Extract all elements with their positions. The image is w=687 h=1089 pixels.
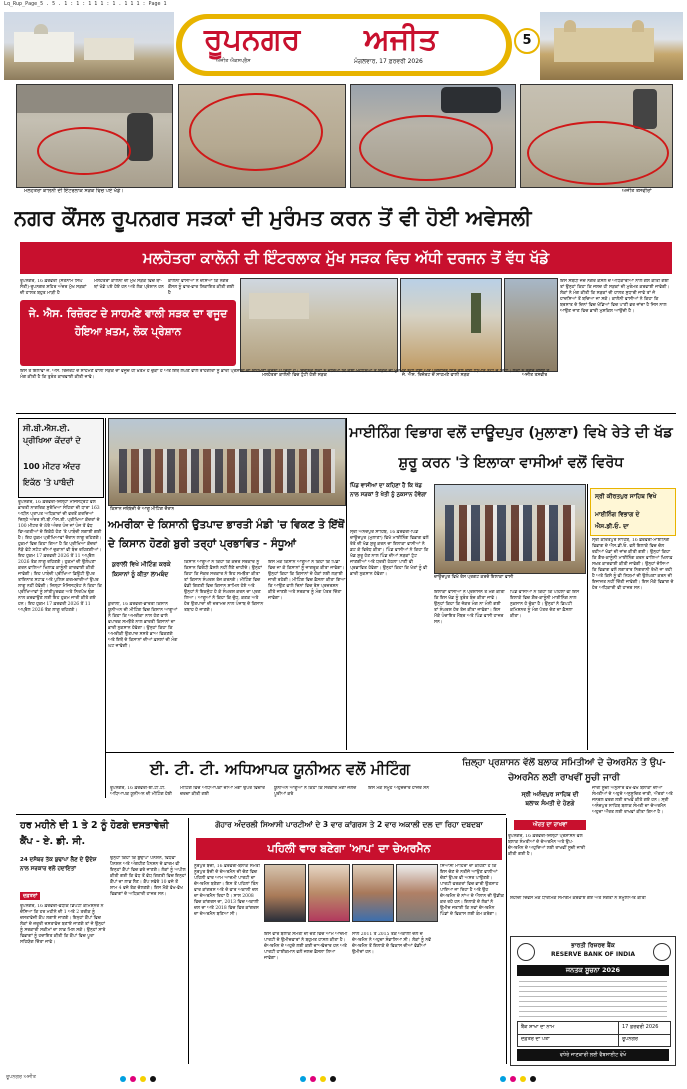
section-divider xyxy=(106,752,674,753)
registration-mark xyxy=(510,1076,516,1082)
rbi-row2-left: ਦਫ਼ਤਰ ਦਾ ਪਤਾ xyxy=(521,1036,550,1042)
mining-protest-photo xyxy=(434,484,586,574)
farmers-photo-caption: ਕਿਸਾਨ ਜਥੇਬੰਦੀ ਦੇ ਆਗੂ ਮੀਟਿੰਗ ਦੌਰਾਨ xyxy=(110,507,175,512)
lead-pull-quote: ਜੇ. ਐਸ. ਰਿਜ਼ੋਰਟ ਦੇ ਸਾਹਮਣੇ ਵਾਲੀ ਸੜਕ ਦਾ ਵਜੂਦ ਹੋਇਆ ਖ਼ਤਮ, ਲੋਕ ਪ੍ਰੇਸ਼ਾਨ xyxy=(28,308,228,338)
ett-body-4: ਇਸ ਮੌਕੇ ਸਮੂਹ ਅਹੁਦੇਦਾਰ ਹਾਜ਼ਰ ਸਨ xyxy=(368,786,430,791)
dc-camp-bullet: 24 ਦਸੰਬਰ ਤੱਕ ਬੁਢਾਪਾ ਲੈਣ ਦੇ ਉਦੇਸ਼ ਨਾਲ ਸਰਕਾਰ ਵਲੋਂ ਹਦਾਇਤਾਂ xyxy=(20,857,97,872)
us-trade-headline: ਅਮਰੀਕਾ ਦੇ ਕਿਸਾਨੀ ਉਤਪਾਦ ਭਾਰਤੀ ਮੰਡੀ 'ਚ ਵਿਕਣ ਤੇ ਇੱਥੋਂ ਦੇ ਕਿਸਾਨ ਹੋਣਗੇ ਬੁਰੀ ਤਰ੍ਹਾਂ ਪ੍ਰਭਾਵਿਤ - ਸੰਧੂਆਂ xyxy=(108,519,345,550)
registration-mark xyxy=(330,1076,336,1082)
sdo-body: ਸ੍ਰੀ ਕੀਰਤਪੁਰ ਸਾਹਿਬ, 16 ਫ਼ਰਵਰੀ-ਮਾਈਨਿੰਗ ਵਿਭਾਗ ਦੇ ਐਸ.ਡੀ.ਓ. ਵਲੋਂ ਇਲਾਕੇ ਵਿਚ ਚੱਲ ਰਹੀਆਂ ਖੱਡਾਂ ਦੀ ਜਾਂਚ ਕੀਤੀ ਗਈ। ਉਨ੍ਹਾਂ ਕਿਹਾ ਕਿ ਗ਼ੈਰ-ਕਾਨੂੰਨੀ ਮਾਈਨਿੰਗ ਕਰਨ ਵਾਲਿਆਂ ਖਿਲਾਫ਼ ਸਖ਼ਤ ਕਾਰਵਾਈ ਕੀਤੀ ਜਾਵੇਗੀ। ਉਨ੍ਹਾਂ ਦੱਸਿਆ ਕਿ ਵਿਭਾਗ ਵਲੋਂ ਲਗਾਤਾਰ ਨਿਗਰਾਨੀ ਰੱਖੀ ਜਾ ਰਹੀ ਹੈ ਅਤੇ ਕਿਸੇ ਨੂੰ ਵੀ ਨਿਯਮਾਂ ਦੀ ਉਲੰਘਣਾ ਕਰਨ ਦੀ ਇਜਾਜ਼ਤ ਨਹੀਂ ਦਿੱਤੀ ਜਾਵੇਗੀ। ਇਸ ਮੌਕੇ ਵਿਭਾਗ ਦੇ ਹੋਰ ਅਧਿਕਾਰੀ ਵੀ ਹਾਜ਼ਰ ਸਨ। xyxy=(592,538,674,591)
cbse-body: ਰੂਪਨਗਰ, 16 ਫ਼ਰਵਰੀ-ਜ਼ਿਲ੍ਹਾ ਮੈਜਿਸਟ੍ਰੇਟ ਵਲੋਂ ਭਾਰਤੀ ਨਾਗਰਿਕ ਸੁਰੱਖਿਆ ਸੰਹਿਤਾ ਦੀ ਧਾਰਾ 163 ਅਧੀਨ ਪ੍ਰਾਪਤ ਅਧਿਕਾਰਾਂ ਦੀ ਵਰਤੋਂ ਕਰਦਿਆਂ ਜ਼ਿਲ੍ਹੇ ਅੰਦਰ ਸੀ.ਬੀ.ਐਸ.ਈ. ਪ੍ਰੀਖਿਆ ਕੇਂਦਰਾਂ ਦੇ 100 ਮੀਟਰ ਦੇ ਘੇਰੇ ਅੰਦਰ ਪੰਜ ਜਾਂ ਪੰਜ ਤੋਂ ਵੱਧ ਵਿਅਕਤੀਆਂ ਦੇ ਇਕੱਠੇ ਹੋਣ 'ਤੇ ਪਾਬੰਦੀ ਲਗਾਈ ਗਈ ਹੈ। ਇਹ ਹੁਕਮ ਪ੍ਰੀਖਿਆਵਾਂ ਦੌਰਾਨ ਲਾਗੂ ਰਹਿਣਗੇ। ਹੁਕਮਾਂ ਵਿਚ ਕਿਹਾ ਗਿਆ ਹੈ ਕਿ ਪ੍ਰੀਖਿਆ ਕੇਂਦਰਾਂ ਨੇੜੇ ਫੋਟੋ ਸਟੇਟ ਦੀਆਂ ਦੁਕਾਨਾਂ ਵੀ ਬੰਦ ਰਹਿਣਗੀਆਂ। ਇਹ ਹੁਕਮ 17 ਫ਼ਰਵਰੀ 2026 ਤੋਂ 11 ਅਪ੍ਰੈਲ 2026 ਤੱਕ ਲਾਗੂ ਰਹਿਣਗੇ। ਹੁਕਮਾਂ ਦੀ ਉਲੰਘਣਾ ਕਰਨ ਵਾਲਿਆਂ ਖਿਲਾਫ਼ ਕਾਨੂੰਨੀ ਕਾਰਵਾਈ ਕੀਤੀ ਜਾਵੇਗੀ। ਇਹ ਪਾਬੰਦੀ ਪ੍ਰੀਖਿਆ ਡਿਊਟੀ ਉਪਰ ਤਾਇਨਾਤ ਸਟਾਫ਼ ਅਤੇ ਪੁਲਿਸ ਕਰਮਚਾਰੀਆਂ ਉਪਰ ਲਾਗੂ ਨਹੀਂ ਹੋਵੇਗੀ। ਜ਼ਿਲ੍ਹਾ ਮੈਜਿਸਟ੍ਰੇਟ ਨੇ ਕਿਹਾ ਕਿ ਪ੍ਰੀਖਿਆਵਾਂ ਨੂੰ ਸ਼ਾਂਤੀਪੂਰਵਕ ਅਤੇ ਨਿਰਪੱਖ ਢੰਗ ਨਾਲ ਕਰਵਾਉਣ ਲਈ ਇਹ ਹੁਕਮ ਜਾਰੀ ਕੀਤੇ ਗਏ ਹਨ। ਇਹ ਹੁਕਮ 17 ਫ਼ਰਵਰੀ 2026 ਤੋਂ 11 ਅਪ੍ਰੈਲ 2026 ਤੱਕ ਲਾਗੂ ਰਹਿਣਗੇ। xyxy=(18,500,102,613)
ett-body-2: ਮੀਟਿੰਗ ਵਿਚ ਅਧਿਆਪਕਾਂ ਦੀਆਂ ਮੰਗਾਂ ਉਪਰ ਵਿਚਾਰ ਚਰਚਾ ਕੀਤੀ ਗਈ xyxy=(180,786,265,797)
election-headline: ਪਹਿਲੀ ਵਾਰ ਬਣੇਗਾ 'ਆਪ' ਦਾ ਚੇਅਰਮੈਨ xyxy=(196,838,502,860)
rbi-seal-icon xyxy=(653,943,671,961)
top-photo-caption: ਮਲਹੋਤਰਾ ਕਾਲੋਨੀ ਦੀ ਇੰਟਰਲਾਕ ਸੜਕ ਵਿਚ ਪਏ ਖੱਡੇ। xyxy=(24,188,124,194)
mining-body-3: ਪਿੰਡ ਵਾਸੀਆਂ ਨੇ ਕਿਹਾ ਕਿ ਪਹਿਲਾਂ ਵੀ ਇਸ ਇਲਾਕੇ ਵਿਚ ਗ਼ੈਰ-ਕਾਨੂੰਨੀ ਮਾਈਨਿੰਗ ਨਾਲ ਨੁਕਸਾਨ ਹੋ ਚੁੱਕਾ ਹੈ। ਉਨ੍ਹਾਂ ਨੇ ਡਿਪਟੀ ਕਮਿਸ਼ਨਰ ਨੂੰ ਮੰਗ ਪੱਤਰ ਦੇਣ ਦਾ ਫ਼ੈਸਲਾ ਕੀਤਾ। xyxy=(510,590,580,619)
lead-pull-quote-box xyxy=(20,300,236,366)
mining-intro: ਪਿੰਡ ਵਾਸੀਆਂ ਦਾ ਕਹਿਣਾ ਹੈ ਕਿ ਖੱਡ ਨਾਲ ਸੜਕਾਂ ਤੇ ਖੇਤੀ ਨੂੰ ਨੁਕਸਾਨ ਹੋਵੇਗਾ xyxy=(350,483,427,498)
print-footer-strip xyxy=(0,1072,687,1086)
election-body-3: ਸਾਲ 2011 ਤੋਂ 2015 ਤੱਕ ਅਕਾਲੀ ਦਲ ਦੇ ਚੇਅਰਮੈਨ ਨੇ ਅਹੁਦਾ ਸੰਭਾਲਿਆ ਸੀ। ਲੋਕਾਂ ਨੂੰ ਨਵੇਂ ਚੇਅਰਮੈਨ ਤੋਂ ਇਲਾਕੇ ਦੇ ਵਿਕਾਸ ਦੀਆਂ ਵੱਡੀਆਂ ਉਮੀਦਾਂ ਹਨ। xyxy=(352,932,431,955)
road-photo-4 xyxy=(520,84,673,188)
registration-mark xyxy=(500,1076,506,1082)
footer-strip-text: ਰੂਪਨਗਰ ਅਜੀਤ xyxy=(6,1074,36,1080)
block-headline: ਜ਼ਿਲ੍ਹਾ ਪ੍ਰਸ਼ਾਸਨ ਵੱਲੋਂ ਬਲਾਕ ਸਮਿਤੀਆਂ ਦੇ ਚੇਅਰਮੈਨ ਤੇ ਉਪ-ਚੇਅਰਮੈਨ ਲਈ ਰਾਖਵੀਂ ਸੂਚੀ ਜਾਰੀ xyxy=(462,758,666,783)
sdo-headline-3: ਐਸ.ਡੀ.ਓ. ਦਾ xyxy=(595,523,629,530)
rbi-table xyxy=(517,1021,671,1047)
masthead-photo-right xyxy=(540,12,683,80)
road-photo-3 xyxy=(350,84,516,188)
rbi-row2-right: ਰੂਪਨਗਰ xyxy=(622,1036,639,1042)
lead-photo-caption-2: ਜੇ. ਐਸ. ਰਿਜ਼ੋਰਟ ਦੇ ਸਾਹਮਣੇ ਵਾਲੀ ਸੜਕ xyxy=(402,373,470,378)
section-divider xyxy=(16,413,676,414)
registration-mark xyxy=(120,1076,126,1082)
lead-photo-caption-1: ਮਲਹੋਤਰਾ ਕਾਲੋਨੀ ਵਿਚ ਟੁੱਟੀ ਹੋਈ ਸੜਕ xyxy=(262,373,327,378)
sidebar-bottom-body xyxy=(510,896,674,932)
us-trade-body-2: ਕਿਸਾਨ ਆਗੂਆਂ ਨੇ ਕਿਹਾ ਕਿ ਕੇਂਦਰ ਸਰਕਾਰ ਨੂੰ ਕਿਸਾਨ ਵਿਰੋਧੀ ਫ਼ੈਸਲੇ ਨਹੀਂ ਲੈਣੇ ਚਾਹੀਦੇ। ਉਨ੍ਹਾਂ ਕਿਹਾ ਕਿ ਜੇਕਰ ਸਰਕਾਰ ਨੇ ਇਹ ਸਮਝੌਤਾ ਕੀਤਾ ਤਾਂ ਕਿਸਾਨ ਸੰਘਰਸ਼ ਤੇਜ਼ ਕਰਨਗੇ। ਮੀਟਿੰਗ ਵਿਚ ਵੱਡੀ ਗਿਣਤੀ ਵਿਚ ਕਿਸਾਨ ਸ਼ਾਮਿਲ ਹੋਏ ਅਤੇ ਉਨ੍ਹਾਂ ਨੇ ਇਕਜੁੱਟ ਹੋ ਕੇ ਸੰਘਰਸ਼ ਕਰਨ ਦਾ ਪ੍ਰਣ ਲਿਆ। ਆਗੂਆਂ ਨੇ ਕਿਹਾ ਕਿ ਦੁੱਧ, ਕਣਕ ਅਤੇ ਹੋਰ ਉਤਪਾਦਾਂ ਦੀ ਦਰਾਮਦ ਨਾਲ ਪੰਜਾਬ ਦੇ ਕਿਸਾਨ ਤਬਾਹ ਹੋ ਜਾਣਗੇ। xyxy=(184,560,264,613)
us-trade-body-3: ਇਸ ਮੌਕੇ ਕਿਸਾਨ ਆਗੂਆਂ ਨੇ ਕਿਹਾ ਕਿ ਪਿੰਡਾਂ ਵਿਚ ਜਾ ਕੇ ਕਿਸਾਨਾਂ ਨੂੰ ਜਾਗਰੂਕ ਕੀਤਾ ਜਾਵੇਗਾ। ਉਨ੍ਹਾਂ ਕਿਹਾ ਕਿ ਕਿਸਾਨਾਂ ਦੇ ਹੱਕਾਂ ਲਈ ਲੜਾਈ ਜਾਰੀ ਰਹੇਗੀ। ਮੀਟਿੰਗ ਵਿਚ ਫ਼ੈਸਲਾ ਕੀਤਾ ਗਿਆ ਕਿ ਆਉਣ ਵਾਲੇ ਦਿਨਾਂ ਵਿਚ ਰੋਸ ਪ੍ਰਦਰਸ਼ਨ ਕੀਤੇ ਜਾਣਗੇ ਅਤੇ ਸਰਕਾਰ ਨੂੰ ਮੰਗ ਪੱਤਰ ਦਿੱਤਾ ਜਾਵੇਗਾ। xyxy=(268,560,346,601)
road-photo-1 xyxy=(16,84,173,188)
portrait-1 xyxy=(264,864,306,922)
column-divider xyxy=(506,818,507,1064)
registration-mark xyxy=(140,1076,146,1082)
dc-camp-bullet-box xyxy=(20,856,106,900)
masthead xyxy=(0,10,687,82)
lead-body-col-2: ਮਲਹੋਤਰਾ ਕਾਲੋਨੀ ਦੀ ਮੁੱਖ ਸੜਕ ਵਿਚ ਥਾਂ-ਥਾਂ ਖੱਡੇ ਪਏ ਹੋਏ ਹਨ ਅਤੇ ਲੋਕ ਪ੍ਰੇਸ਼ਾਨ ਹਨ xyxy=(94,279,164,290)
sidebar-bottom-text: ਸ਼ਹੀਦੀ ਦਿਵਸ ਮੌਕੇ ਧਾਰਮਿਕ ਸਮਾਗਮ ਕਰਵਾਏ ਗਏ ਅਤੇ ਸੰਗਤਾਂ ਨੇ ਸ਼ਮੂਲੀਅਤ ਕੀਤੀ xyxy=(510,896,646,901)
registration-mark xyxy=(320,1076,326,1082)
highlight-oval xyxy=(527,121,669,185)
highlight-oval xyxy=(189,93,323,171)
mining-headline: ਮਾਈਨਿੰਗ ਵਿਭਾਗ ਵਲੋਂ ਦਾਊਦਪੁਰ (ਮੁਲਾਣਾ) ਵਿਖੇ ਰੇਤੇ ਦੀ ਖੱਡ ਸ਼ੁਰੂ ਕਰਨ 'ਤੇ ਇਲਾਕਾ ਵਾਸੀਆਂ ਵਲੋਂ ਵਿਰੋਧ xyxy=(349,425,673,471)
election-body-1: ਨੂਰਪੁਰ ਬੇਦੀ, 16 ਫ਼ਰਵਰੀ-ਬਲਾਕ ਸੰਮਤੀ ਨੂਰਪੁਰ ਬੇਦੀ ਦੇ ਚੇਅਰਮੈਨ ਦੀ ਚੋਣ ਵਿਚ ਪਹਿਲੀ ਵਾਰ ਆਮ ਆਦਮੀ ਪਾਰਟੀ ਦਾ ਚੇਅਰਮੈਨ ਬਣੇਗਾ। ਇਸ ਤੋਂ ਪਹਿਲਾਂ ਤਿੰਨ ਵਾਰ ਕਾਂਗਰਸ ਅਤੇ ਦੋ ਵਾਰ ਅਕਾਲੀ ਦਲ ਦਾ ਚੇਅਰਮੈਨ ਰਿਹਾ ਹੈ। ਸਾਲ 2008 ਵਿਚ ਕਾਂਗਰਸ ਦਾ, 2013 ਵਿਚ ਅਕਾਲੀ ਦਲ ਦਾ ਅਤੇ 2018 ਵਿਚ ਫਿਰ ਕਾਂਗਰਸ ਦਾ ਚੇਅਰਮੈਨ ਬਣਿਆ ਸੀ। xyxy=(194,864,260,917)
rbi-body-lines xyxy=(519,981,667,1017)
sdo-headline-1: ਸ੍ਰੀ ਕੀਰਤਪੁਰ ਸਾਹਿਬ ਵਿਖੇ xyxy=(595,493,657,500)
block-body-2: ਜਾਰੀ ਸੂਚੀ ਅਨੁਸਾਰ ਵੱਖ-ਵੱਖ ਬਲਾਕਾਂ ਦੀਆਂ ਸੰਮਤੀਆਂ ਦੇ ਅਹੁਦੇ ਅਨੁਸੂਚਿਤ ਜਾਤੀ, ਔਰਤਾਂ ਅਤੇ ਜਨਰਲ ਵਰਗ ਲਈ ਰਾਖਵੇਂ ਕੀਤੇ ਗਏ ਹਨ। ਸ੍ਰੀ ਅਨੰਦਪੁਰ ਸਾਹਿਬ ਬਲਾਕ ਸੰਮਤੀ ਦਾ ਚੇਅਰਮੈਨ ਅਹੁਦਾ ਔਰਤ ਲਈ ਰਾਖਵਾਂ ਕੀਤਾ ਗਿਆ ਹੈ। xyxy=(592,786,673,815)
registration-mark xyxy=(150,1076,156,1082)
rbi-advertisement xyxy=(510,936,676,1066)
rbi-org-local: ਭਾਰਤੀ ਰਿਜ਼ਰਵ ਬੈਂਕ xyxy=(571,942,615,949)
column-divider xyxy=(188,818,189,1064)
registration-mark xyxy=(520,1076,526,1082)
cbse-headline-3: ਇਕੱਠ 'ਤੇ ਪਾਬੰਦੀ xyxy=(23,478,74,487)
election-body-2: ਇਸ ਵਾਰ ਬਲਾਕ ਸੰਮਤੀ ਦੀ ਚੋਣ ਵਿਚ ਆਮ ਆਦਮੀ ਪਾਰਟੀ ਦੇ ਉਮੀਦਵਾਰਾਂ ਨੇ ਬਹੁਮਤ ਹਾਸਲ ਕੀਤਾ ਹੈ। ਚੇਅਰਮੈਨ ਦੇ ਅਹੁਦੇ ਲਈ ਕਈ ਦਾਅਵੇਦਾਰ ਹਨ ਅਤੇ ਪਾਰਟੀ ਹਾਈਕਮਾਨ ਵਲੋਂ ਜਲਦ ਫ਼ੈਸਲਾ ਲਿਆ ਜਾਵੇਗਾ। xyxy=(264,932,348,961)
lead-body-right-col: ਇਸ ਸਬੰਧੀ ਜਦੋਂ ਨਗਰ ਕੌਂਸਲ ਦੇ ਅਧਿਕਾਰੀਆਂ ਨਾਲ ਗੱਲ ਕੀਤੀ ਗਈ ਤਾਂ ਉਨ੍ਹਾਂ ਕਿਹਾ ਕਿ ਜਲਦ ਹੀ ਸੜਕਾਂ ਦੀ ਮੁਰੰਮਤ ਕਰਵਾਈ ਜਾਵੇਗੀ। ਲੋਕਾਂ ਨੇ ਮੰਗ ਕੀਤੀ ਕਿ ਸੜਕਾਂ ਦੀ ਹਾਲਤ ਸੁਧਾਰੀ ਜਾਵੇ ਤਾਂ ਜੋ ਹਾਦਸਿਆਂ ਤੋਂ ਬਚਿਆ ਜਾ ਸਕੇ। ਕਾਲੋਨੀ ਵਾਸੀਆਂ ਨੇ ਕਿਹਾ ਕਿ ਬਰਸਾਤ ਦੇ ਦਿਨਾਂ ਵਿਚ ਖੱਡਿਆਂ ਵਿਚ ਪਾਣੀ ਭਰ ਜਾਂਦਾ ਹੈ ਜਿਸ ਨਾਲ ਆਉਣ ਜਾਣ ਵਿਚ ਭਾਰੀ ਮੁਸ਼ਕਿਲ ਆਉਂਦੀ ਹੈ। xyxy=(560,279,670,314)
us-trade-kicker: ਕੁਰਾਲੀ ਵਿਖੇ ਮੀਟਿੰਗ ਕਰਕੇ ਕਿਸਾਨਾਂ ਨੂੰ ਕੀਤਾ ਲਾਮਬੰਦ xyxy=(112,561,171,578)
cbse-headline-2: 100 ਮੀਟਰ ਅੰਦਰ xyxy=(23,462,81,471)
election-body-4: ਸਿਆਸੀ ਮਾਹਿਰਾਂ ਦਾ ਕਹਿਣਾ ਹੈ ਕਿ ਇਸ ਚੋਣ ਦੇ ਨਤੀਜੇ ਆਉਣ ਵਾਲੀਆਂ ਚੋਣਾਂ ਉਪਰ ਵੀ ਅਸਰ ਪਾਉਣਗੇ। ਪਾਰਟੀ ਵਰਕਰਾਂ ਵਿਚ ਭਾਰੀ ਉਤਸ਼ਾਹ ਪਾਇਆ ਜਾ ਰਿਹਾ ਹੈ ਅਤੇ ਉਹ ਚੇਅਰਮੈਨ ਦੇ ਨਾਂਅ ਦੇ ਐਲਾਨ ਦੀ ਉਡੀਕ ਕਰ ਰਹੇ ਹਨ। ਇਲਾਕੇ ਦੇ ਲੋਕਾਂ ਨੇ ਉਮੀਦ ਜਤਾਈ ਕਿ ਨਵਾਂ ਚੇਅਰਮੈਨ ਪਿੰਡਾਂ ਦੇ ਵਿਕਾਸ ਲਈ ਕੰਮ ਕਰੇਗਾ। xyxy=(440,864,504,917)
masthead-subtitle: ਅਜੀਤ ਐਕਸਪ੍ਰੈਸ xyxy=(216,58,251,64)
highlight-oval xyxy=(37,127,131,175)
top-photo-credit: ਅਜੀਤ ਤਸਵੀਰਾਂ xyxy=(622,188,652,194)
top-photo-strip xyxy=(16,84,671,186)
lead-photo-1 xyxy=(240,278,398,372)
rbi-logo-icon xyxy=(517,943,535,961)
dc-camp-body-2: ਉਨ੍ਹਾਂ ਕਿਹਾ ਕਿ ਬੁਢਾਪਾ ਪੈਨਸ਼ਨ, ਵਿਧਵਾ ਪੈਨਸ਼ਨ ਅਤੇ ਅੰਗਹੀਣ ਪੈਨਸ਼ਨ ਦੇ ਫ਼ਾਰਮ ਵੀ ਇਨ੍ਹਾਂ ਕੈਂਪਾਂ ਵਿਚ ਭਰੇ ਜਾਣਗੇ। ਲੋਕਾਂ ਨੂੰ ਅਪੀਲ ਕੀਤੀ ਗਈ ਕਿ ਵੱਧ ਤੋਂ ਵੱਧ ਗਿਣਤੀ ਵਿਚ ਇਨ੍ਹਾਂ ਕੈਂਪਾਂ ਦਾ ਲਾਭ ਲੈਣ। ਕੈਂਪ ਸਵੇਰੇ 10 ਵਜੇ ਤੋਂ ਸ਼ਾਮ 4 ਵਜੇ ਤੱਕ ਚੱਲਣਗੇ। ਇਸ ਮੌਕੇ ਵੱਖ-ਵੱਖ ਵਿਭਾਗਾਂ ਦੇ ਅਧਿਕਾਰੀ ਹਾਜ਼ਰ ਸਨ। xyxy=(110,856,186,897)
rbi-row1-left: ਬੈਂਕ ਸ਼ਾਖਾ ਦਾ ਨਾਮ xyxy=(521,1024,555,1030)
section-divider xyxy=(16,814,506,815)
lead-headline: ਨਗਰ ਕੌਂਸਲ ਰੂਪਨਗਰ ਸੜਕਾਂ ਦੀ ਮੁਰੰਮਤ ਕਰਨ ਤੋਂ ਵੀ ਹੋਈ ਅਵੇਸਲੀ xyxy=(14,206,532,230)
block-sub-tag: ਔਰਤ ਦਾ ਰਾਖਵਾਂ xyxy=(514,820,586,830)
masthead-title-right: ਅਜੀਤ xyxy=(364,22,438,57)
sdo-story-box xyxy=(590,488,676,536)
lead-subheadline: ਮਲਹੋਤਰਾ ਕਾਲੋਨੀ ਦੀ ਇੰਟਰਲਾਕ ਮੁੱਖ ਸੜਕ ਵਿਚ ਅੱਧੀ ਦਰਜਨ ਤੋਂ ਵੱਧ ਖੱਡੇ xyxy=(20,242,672,274)
lead-photo-2 xyxy=(400,278,502,372)
page-number: 5 xyxy=(514,28,540,54)
lead-body-col-3: ਕਾਲੋਨੀ ਵਾਸੀਆਂ ਨੇ ਦੱਸਿਆ ਕਿ ਨਗਰ ਕੌਂਸਲ ਨੂੰ ਵਾਰ-ਵਾਰ ਸ਼ਿਕਾਇਤ ਕੀਤੀ ਗਈ ਹੈ xyxy=(168,279,235,296)
ett-headline: ਈ. ਟੀ. ਟੀ. ਅਧਿਆਪਕ ਯੂਨੀਅਨ ਵਲੋਂ ਮੀਟਿੰਗ xyxy=(150,760,410,778)
dc-camp-body-1: ਰੂਪਨਗਰ, 16 ਫ਼ਰਵਰੀ-ਵਧੀਕ ਡਿਪਟੀ ਕਮਿਸ਼ਨਰ ਨੇ ਦੱਸਿਆ ਕਿ ਹਰ ਮਹੀਨੇ ਦੀ 1 ਅਤੇ 2 ਤਰੀਕ ਨੂੰ ਦਸਤਾਵੇਜ਼ੀ ਕੈਂਪ ਲਗਾਏ ਜਾਣਗੇ। ਇਨ੍ਹਾਂ ਕੈਂਪਾਂ ਵਿਚ ਲੋਕਾਂ ਦੇ ਜ਼ਰੂਰੀ ਦਸਤਾਵੇਜ਼ ਬਣਾਏ ਜਾਣਗੇ ਤਾਂ ਜੋ ਉਨ੍ਹਾਂ ਨੂੰ ਸਰਕਾਰੀ ਸਕੀਮਾਂ ਦਾ ਲਾਭ ਮਿਲ ਸਕੇ। ਉਨ੍ਹਾਂ ਸਾਰੇ ਵਿਭਾਗਾਂ ਨੂੰ ਹਦਾਇਤ ਕੀਤੀ ਕਿ ਕੈਂਪਾਂ ਵਿਚ ਪੂਰਾ ਸਹਿਯੋਗ ਦਿੱਤਾ ਜਾਵੇ। xyxy=(20,904,106,945)
cbse-story-box xyxy=(18,418,104,498)
dc-camp-headline: ਹਰ ਮਹੀਨੇ ਦੀ 1 ਤੇ 2 ਨੂੰ ਹੋਣਗੇ ਦਸਤਾਵੇਜ਼ੀ ਕੈਂਪ - ਏ. ਡੀ. ਸੀ. xyxy=(20,820,169,847)
highlight-oval xyxy=(359,115,493,181)
portrait-3 xyxy=(352,864,394,922)
rbi-footer: ਵਧੇਰੇ ਜਾਣਕਾਰੀ ਲਈ ਵੈਬਸਾਈਟ ਵੇਖੋ xyxy=(517,1049,669,1061)
registration-mark xyxy=(300,1076,306,1082)
registration-mark xyxy=(130,1076,136,1082)
column-divider xyxy=(587,484,588,750)
lead-body-col-1: ਰੂਪਨਗਰ, 16 ਫ਼ਰਵਰੀ (ਸਤਨਾਮ ਸਿੰਘ ਸੱਤੀ)-ਰੂਪਨਗਰ ਸ਼ਹਿਰ ਅੰਦਰ ਮੁੱਖ ਸੜਕਾਂ ਦੀ ਹਾਲਤ ਬਹੁਤ ਮਾੜੀ ਹੈ xyxy=(20,279,87,296)
us-trade-body-1: ਕੁਰਾਲੀ, 16 ਫ਼ਰਵਰੀ-ਭਾਰਤੀ ਕਿਸਾਨ ਯੂਨੀਅਨ ਦੀ ਮੀਟਿੰਗ ਵਿਚ ਕਿਸਾਨ ਆਗੂਆਂ ਨੇ ਕਿਹਾ ਕਿ ਅਮਰੀਕਾ ਨਾਲ ਹੋਣ ਵਾਲੇ ਵਪਾਰਕ ਸਮਝੌਤੇ ਨਾਲ ਭਾਰਤੀ ਕਿਸਾਨਾਂ ਦਾ ਭਾਰੀ ਨੁਕਸਾਨ ਹੋਵੇਗਾ। ਉਨ੍ਹਾਂ ਕਿਹਾ ਕਿ ਅਮਰੀਕੀ ਉਤਪਾਦ ਸਸਤੇ ਭਾਅ ਵਿਕਣਗੇ ਅਤੇ ਇਥੋਂ ਦੇ ਕਿਸਾਨਾਂ ਦੀਆਂ ਫ਼ਸਲਾਂ ਦੀ ਮੰਗ ਘਟ ਜਾਵੇਗੀ। xyxy=(108,602,178,649)
ett-body-3: ਯੂਨੀਅਨ ਆਗੂਆਂ ਨੇ ਕਿਹਾ ਕਿ ਸਰਕਾਰ ਮੰਗਾਂ ਜਲਦ ਪੂਰੀਆਂ ਕਰੇ xyxy=(274,786,357,797)
lead-photo-3 xyxy=(504,278,558,372)
ett-body-1: ਰੂਪਨਗਰ, 16 ਫ਼ਰਵਰੀ-ਈ.ਟੀ.ਟੀ. ਅਧਿਆਪਕ ਯੂਨੀਅਨ ਦੀ ਮੀਟਿੰਗ ਹੋਈ xyxy=(110,786,172,797)
lead-body-row: ਇਸ ਤੋਂ ਇਲਾਵਾ ਜੇ. ਐਸ. ਰਿਜ਼ੋਰਟ ਦੇ ਸਾਹਮਣੇ ਵਾਲੀ ਸੜਕ ਦਾ ਵਜੂਦ ਹੀ ਖ਼ਤਮ ਹੋ ਚੁੱਕਾ ਹੈ ਅਤੇ ਇਥੋਂ ਲੰਘਣ ਵਾਲੇ ਰਾਹਗੀਰਾਂ ਨੂੰ ਭਾਰੀ ਪ੍ਰੇਸ਼ਾਨੀ ਦਾ ਸਾਹਮਣਾ ਕਰਨਾ ਪੈ ਰਿਹਾ ਹੈ। ਸਥਾਨਕ ਲੋਕਾਂ ਨੇ ਦੱਸਿਆ ਕਿ ਕਈ ਮਹੀਨਿਆਂ ਤੋਂ ਸੜਕ ਦੀ ਮੁਰੰਮਤ ਨਹੀਂ ਹੋਈ ਅਤੇ ਪ੍ਰਸ਼ਾਸਨ ਇਸ ਵੱਲ ਕੋਈ ਧਿਆਨ ਨਹੀਂ ਦੇ ਰਿਹਾ। ਲੋਕਾਂ ਨੇ ਨਗਰ ਕੌਂਸਲ ਤੋਂ ਮੰਗ ਕੀਤੀ ਹੈ ਕਿ ਤੁਰੰਤ ਕਾਰਵਾਈ ਕੀਤੀ ਜਾਵੇ। xyxy=(20,369,550,380)
cbse-headline-1: ਸੀ.ਬੀ.ਐਸ.ਈ. ਪ੍ਰੀਖਿਆ ਕੇਂਦਰਾਂ ਦੇ xyxy=(23,424,81,445)
masthead-photo-left xyxy=(4,12,174,80)
masthead-title-plate xyxy=(176,14,512,76)
column-divider xyxy=(105,418,106,798)
election-portraits xyxy=(264,864,436,928)
masthead-date: ਮੰਗਲਵਾਰ, 17 ਫ਼ਰਵਰੀ 2026 xyxy=(354,58,423,65)
rbi-row1-right: 17 ਫ਼ਰਵਰੀ 2026 xyxy=(622,1024,659,1030)
election-overline: ਗੋਹਾਰ ਅੰਦਰਲੀ ਸਿਆਸੀ ਪਾਰਟੀਆਂ ਦੇ 3 ਵਾਰ ਕਾਂਗਰਸ ਤੇ 2 ਵਾਰ ਅਕਾਲੀ ਦਲ ਦਾ ਰਿਹਾ ਦਬਦਬਾ xyxy=(215,820,483,829)
mining-photo-caption: ਦਾਊਦਪੁਰ ਵਿਖੇ ਰੋਸ ਪ੍ਰਗਟ ਕਰਦੇ ਇਲਾਕਾ ਵਾਸੀ xyxy=(434,575,514,580)
sdo-headline-2: ਮਾਈਨਿੰਗ ਵਿਭਾਗ ਦੇ xyxy=(595,511,640,518)
rbi-org: RESERVE BANK OF INDIA xyxy=(551,951,635,958)
portrait-2 xyxy=(308,864,350,922)
lead-photo-credit: ਅਜੀਤ ਤਸਵੀਰ xyxy=(522,373,548,378)
block-sub-name: ਸ੍ਰੀ ਅਨੰਦਪੁਰ ਸਾਹਿਬ ਦੀ ਬਲਾਕ ਸੰਮਤੀ ਦੇ ਹੋਣਗੇ xyxy=(521,791,579,807)
dc-camp-kicker: ਦਫ਼ਤਰਾਂ xyxy=(20,892,40,900)
registration-mark xyxy=(310,1076,316,1082)
column-divider xyxy=(346,418,347,750)
farmers-group-photo xyxy=(108,418,346,506)
block-sub-box xyxy=(514,790,586,830)
print-slug: Lq_Rup_Page_5 . 5 . 1 : 1 : 1 1 1 : 1 . 1 1 1 : Page 1 xyxy=(4,1,167,7)
rbi-title: ਜਨਤਕ ਸੂਚਨਾ 2026 xyxy=(517,965,669,976)
mining-body-2: ਇਲਾਕਾ ਵਾਸੀਆਂ ਨੇ ਪ੍ਰਸ਼ਾਸਨ ਤੋਂ ਮੰਗ ਕੀਤੀ ਕਿ ਇਸ ਖੱਡ ਨੂੰ ਤੁਰੰਤ ਬੰਦ ਕੀਤਾ ਜਾਵੇ। ਉਨ੍ਹਾਂ ਕਿਹਾ ਕਿ ਜੇਕਰ ਮੰਗ ਨਾ ਮੰਨੀ ਗਈ ਤਾਂ ਸੰਘਰਸ਼ ਹੋਰ ਤੇਜ਼ ਕੀਤਾ ਜਾਵੇਗਾ। ਇਸ ਮੌਕੇ ਪੰਚਾਇਤ ਮੈਂਬਰ ਅਤੇ ਪਿੰਡ ਵਾਸੀ ਹਾਜ਼ਰ ਸਨ। xyxy=(434,590,505,625)
portrait-4 xyxy=(396,864,438,922)
mining-body-1: ਸ੍ਰੀ ਅਨੰਦਪੁਰ ਸਾਹਿਬ, 16 ਫ਼ਰਵਰੀ-ਪਿੰਡ ਦਾਊਦਪੁਰ (ਮੁਲਾਣਾ) ਵਿਖੇ ਮਾਈਨਿੰਗ ਵਿਭਾਗ ਵਲੋਂ ਰੇਤੇ ਦੀ ਖੱਡ ਸ਼ੁਰੂ ਕਰਨ ਦਾ ਇਲਾਕਾ ਵਾਸੀਆਂ ਨੇ ਡਟ ਕੇ ਵਿਰੋਧ ਕੀਤਾ। ਪਿੰਡ ਵਾਸੀਆਂ ਨੇ ਕਿਹਾ ਕਿ ਖੱਡ ਸ਼ੁਰੂ ਹੋਣ ਨਾਲ ਪਿੰਡ ਦੀਆਂ ਸੜਕਾਂ ਟੁੱਟ ਜਾਣਗੀਆਂ ਅਤੇ ਧਰਤੀ ਹੇਠਲਾ ਪਾਣੀ ਵੀ ਪ੍ਰਭਾਵਿਤ ਹੋਵੇਗਾ। ਉਨ੍ਹਾਂ ਕਿਹਾ ਕਿ ਖੇਤਾਂ ਨੂੰ ਵੀ ਭਾਰੀ ਨੁਕਸਾਨ ਹੋਵੇਗਾ। xyxy=(350,530,429,577)
masthead-title-left: ਰੂਪਨਗਰ xyxy=(204,22,301,57)
block-body-1: ਰੂਪਨਗਰ, 16 ਫ਼ਰਵਰੀ-ਜ਼ਿਲ੍ਹਾ ਪ੍ਰਸ਼ਾਸਨ ਵਲੋਂ ਬਲਾਕ ਸੰਮਤੀਆਂ ਦੇ ਚੇਅਰਮੈਨ ਅਤੇ ਉਪ-ਚੇਅਰਮੈਨ ਦੇ ਅਹੁਦਿਆਂ ਲਈ ਰਾਖਵੀਂ ਸੂਚੀ ਜਾਰੀ ਕੀਤੀ ਗਈ ਹੈ। xyxy=(508,834,586,857)
registration-mark xyxy=(530,1076,536,1082)
road-photo-2 xyxy=(178,84,346,188)
